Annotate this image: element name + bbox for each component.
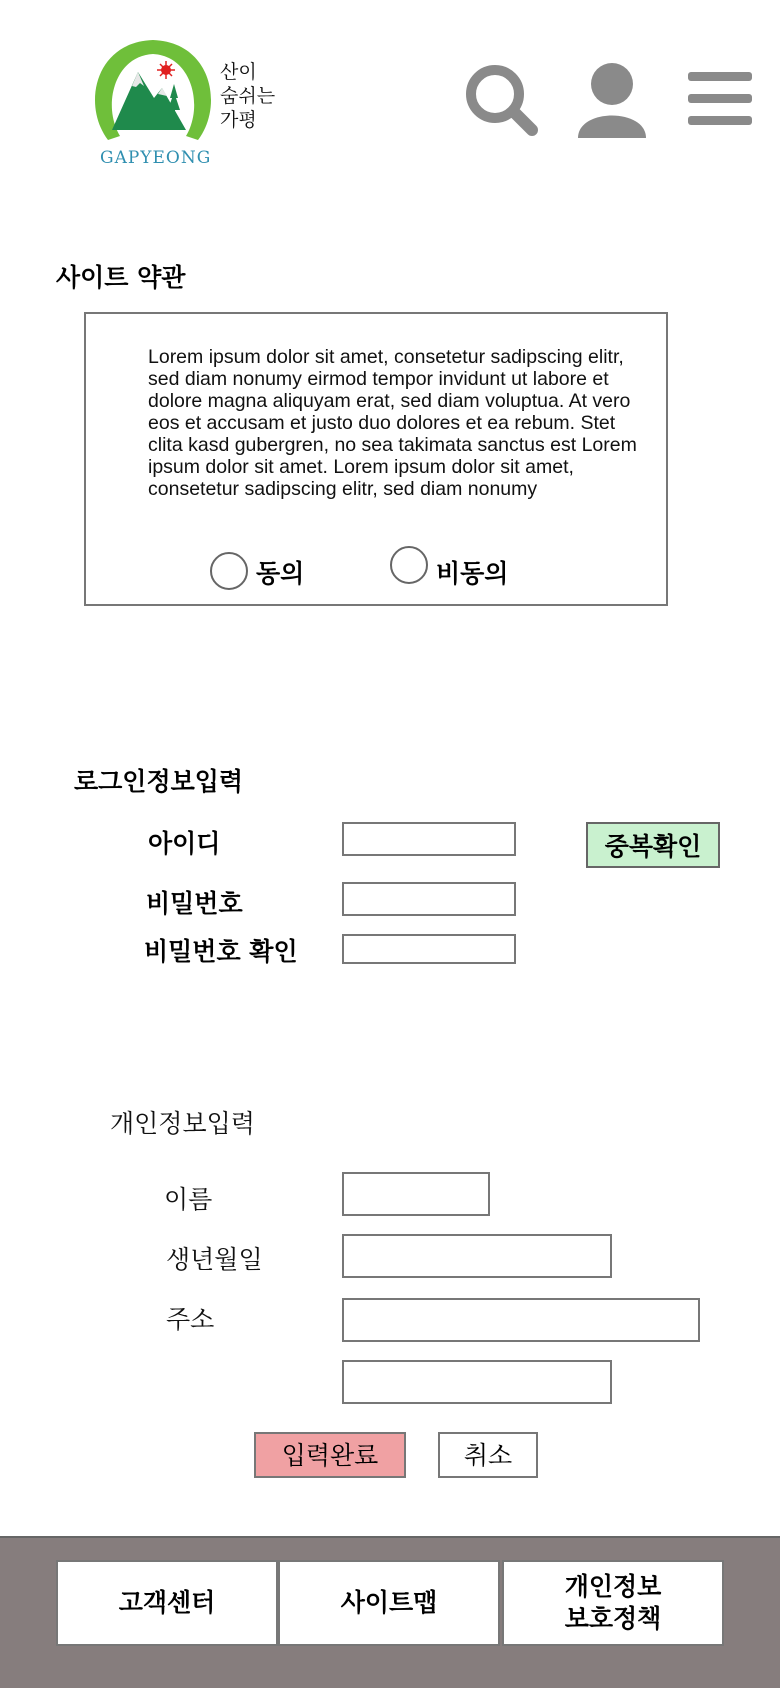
id-input[interactable] — [342, 822, 516, 856]
submit-button[interactable]: 입력완료 — [254, 1432, 406, 1478]
terms-title: 사이트 약관 — [56, 263, 186, 292]
password-input[interactable] — [342, 882, 516, 916]
name-input[interactable] — [342, 1172, 490, 1216]
logo-text-line: 숨쉬는 — [220, 85, 276, 107]
birth-label: 생년월일 — [166, 1245, 263, 1274]
name-label: 이름 — [164, 1185, 213, 1214]
mountain-logo-icon — [88, 36, 218, 156]
password-confirm-label: 비밀번호 확인 — [144, 937, 298, 966]
address-label: 주소 — [166, 1305, 215, 1334]
search-icon[interactable] — [462, 62, 542, 138]
terms-body: Lorem ipsum dolor sit amet, consetetur sadipscing elitr, sed diam nonumy eirmod tempor invidunt ut labore et dolore magna aliquyam erat, sed diam voluptua. At vero eos et accusam et justo duo dolores et ea rebum. Stet clita kasd gubergren, no sea takimata sanctus est Lorem ipsum dolor sit amet. Lorem ipsum dolor sit amet, consetetur sadipscing elitr, sed diam nonumy — [148, 346, 637, 500]
logo-subtitle: GAPYEONG — [100, 148, 212, 168]
login-section-title: 로그인정보입력 — [74, 767, 244, 796]
duplicate-check-button[interactable]: 중복확인 — [586, 822, 720, 868]
sitemap-link[interactable]: 사이트맵 — [278, 1560, 500, 1646]
user-icon[interactable] — [574, 62, 650, 138]
personal-section-title: 개인정보입력 — [110, 1109, 255, 1138]
password-confirm-input[interactable] — [342, 934, 516, 964]
id-label: 아이디 — [148, 829, 221, 858]
disagree-radio[interactable] — [390, 546, 428, 584]
address-input-1[interactable] — [342, 1298, 700, 1342]
address-input-2[interactable] — [342, 1360, 612, 1404]
cancel-button[interactable]: 취소 — [438, 1432, 538, 1478]
agree-radio[interactable] — [210, 552, 248, 590]
customer-center-link[interactable]: 고객센터 — [56, 1560, 278, 1646]
privacy-policy-link[interactable]: 개인정보 보호정책 — [502, 1560, 724, 1646]
menu-icon[interactable] — [688, 70, 752, 128]
logo-text — [220, 60, 275, 132]
password-label: 비밀번호 — [146, 889, 243, 918]
disagree-label: 비동의 — [436, 559, 509, 588]
logo-text-line: 가평 — [220, 109, 257, 131]
birth-input[interactable] — [342, 1234, 612, 1278]
logo-text-line: 산이 — [220, 61, 257, 83]
agree-label: 동의 — [256, 559, 305, 588]
